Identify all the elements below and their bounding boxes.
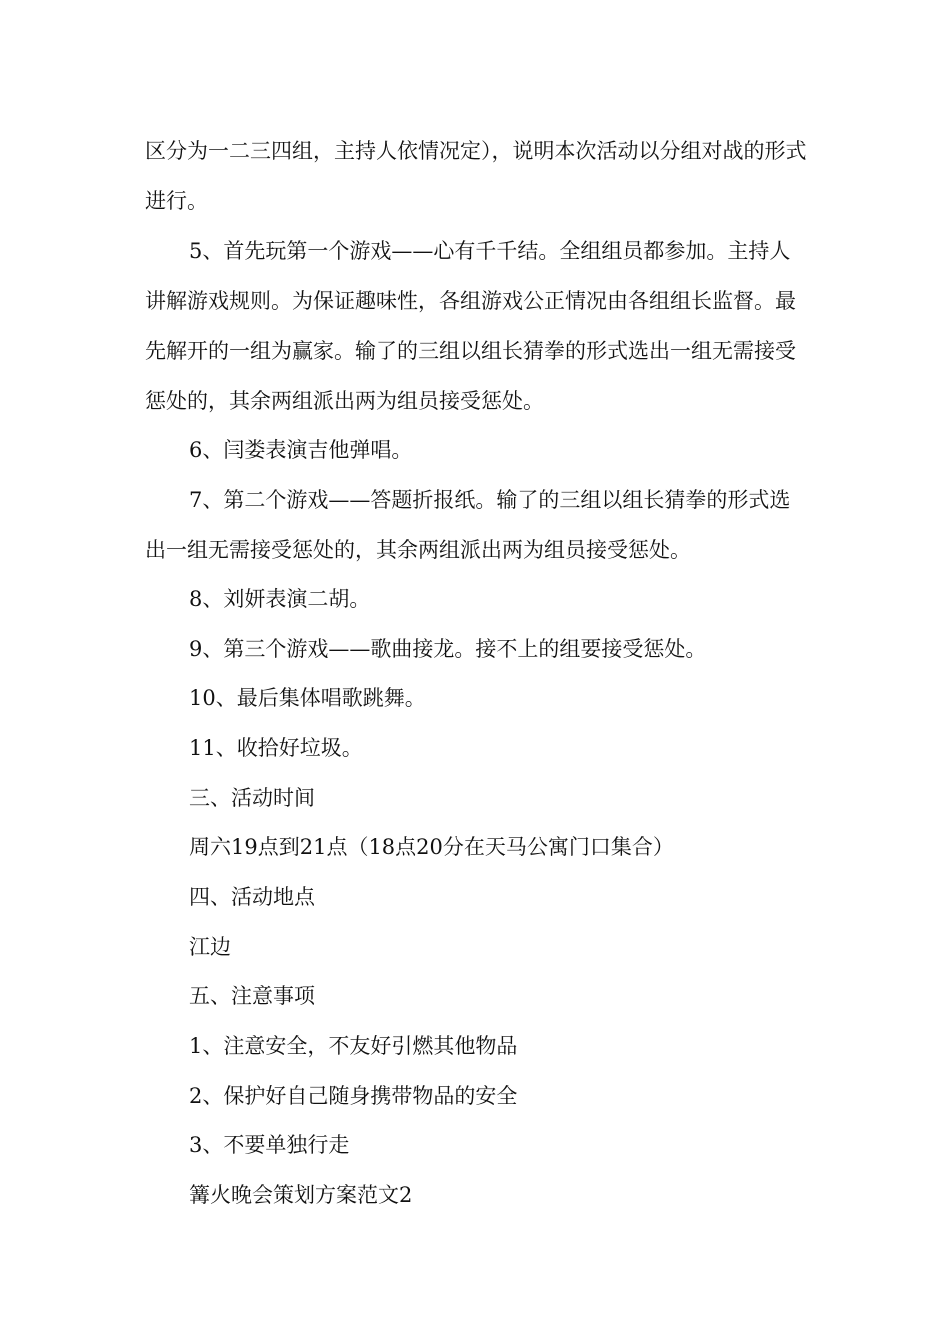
paragraph-item-7: 7、第二个游戏——答题折报纸。输了的三组以组长猜拳的形式选出一组无需接受惩处的，其余两组派出两为组员接受惩处。 xyxy=(145,488,791,562)
paragraph-item-8: 8、刘妍表演二胡。 xyxy=(189,587,371,611)
activity-location-text: 江边 xyxy=(189,935,231,959)
paragraph-item-6: 6、闫娄表演吉他弹唱。 xyxy=(189,438,413,462)
note-item-1: 1、注意安全，不友好引燃其他物品 xyxy=(189,1034,518,1058)
section-heading-location: 四、活动地点 xyxy=(189,885,315,909)
paragraph-item-10: 10、最后集体唱歌跳舞。 xyxy=(189,686,426,710)
section-heading-time: 三、活动时间 xyxy=(189,786,315,810)
paragraph-item-5: 5、首先玩第一个游戏——心有千千结。全组组员都参加。主持人讲解游戏规则。为保证趣味性，各组游戏公正情况由各组组长监督。最先解开的一组为赢家。输了的三组以组长猜拳的形式选出一组无需接受惩处的，其余两组派出两为组员接受惩处。 xyxy=(145,239,796,413)
paragraph-item-11: 11、收拾好垃圾。 xyxy=(189,736,363,760)
activity-time-text: 周六19点到21点（18点20分在天马公寓门口集合） xyxy=(189,835,674,859)
next-document-title: 篝火晚会策划方案范文2 xyxy=(189,1183,413,1207)
section-heading-notes: 五、注意事项 xyxy=(189,984,315,1008)
paragraph-continuation: 区分为一二三四组，主持人依情况定），说明本次活动以分组对战的形式进行。 xyxy=(145,139,807,213)
note-item-3: 3、不要单独行走 xyxy=(189,1133,350,1157)
paragraph-item-9: 9、第三个游戏——歌曲接龙。接不上的组要接受惩处。 xyxy=(189,637,707,661)
note-item-2: 2、保护好自己随身携带物品的安全 xyxy=(189,1084,518,1108)
